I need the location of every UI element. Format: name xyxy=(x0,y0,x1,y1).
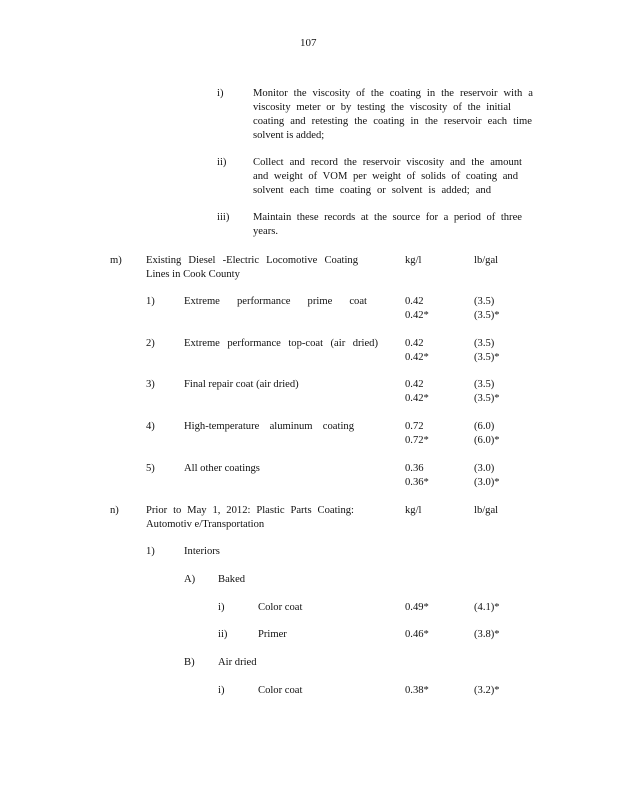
group-label: Baked xyxy=(218,574,246,585)
item-text-line: Maintain these records at the source for a period of three xyxy=(253,212,522,223)
section-marker: n) xyxy=(110,505,119,516)
item-marker: iii) xyxy=(217,212,230,223)
unit-lb-header: lb/gal xyxy=(474,255,499,266)
kg-value: 0.72* xyxy=(405,435,429,446)
kg-value: 0.42* xyxy=(405,310,429,321)
section-title-line: Automotiv e/Transportation xyxy=(146,519,265,530)
kg-value: 0.42 xyxy=(405,379,424,390)
lb-value: (3.5)* xyxy=(474,352,500,363)
kg-value: 0.42* xyxy=(405,393,429,404)
section-title-line: Prior to May 1, 2012: Plastic Parts Coating: xyxy=(146,505,354,516)
kg-value: 0.36 xyxy=(405,463,424,474)
row-marker: 1) xyxy=(146,296,155,307)
section-title-line: Lines in Cook County xyxy=(146,269,240,280)
row-marker: 5) xyxy=(146,463,155,474)
row-label: Color coat xyxy=(258,685,303,696)
subsection-marker: 1) xyxy=(146,546,155,557)
lb-value: (3.2)* xyxy=(474,685,500,696)
item-text-line: Monitor the viscosity of the coating in the reservoir with a xyxy=(253,88,533,99)
item-text-line: viscosity meter or by testing the viscosity of the initial xyxy=(253,102,511,113)
kg-value: 0.72 xyxy=(405,421,424,432)
item-text-line: solvent is added; xyxy=(253,130,325,141)
row-marker: 3) xyxy=(146,379,155,390)
unit-lb-header: lb/gal xyxy=(474,505,499,516)
lb-value: (3.8)* xyxy=(474,629,500,640)
page-number: 107 xyxy=(300,37,317,49)
row-label: Primer xyxy=(258,629,287,640)
lb-value: (3.5) xyxy=(474,379,495,390)
row-marker: 2) xyxy=(146,338,155,349)
row-label: All other coatings xyxy=(184,463,260,474)
kg-value: 0.42* xyxy=(405,352,429,363)
item-text-line: solvent each time coating or solvent is added; and xyxy=(253,185,491,196)
row-label: High-temperature aluminum coating xyxy=(184,421,354,432)
row-marker: ii) xyxy=(218,629,228,640)
item-marker: i) xyxy=(217,88,224,99)
kg-value: 0.38* xyxy=(405,685,429,696)
kg-value: 0.42 xyxy=(405,338,424,349)
group-marker: B) xyxy=(184,657,195,668)
row-label: Extreme performance prime coat xyxy=(184,296,367,307)
lb-value: (3.5) xyxy=(474,296,495,307)
lb-value: (3.5)* xyxy=(474,393,500,404)
group-marker: A) xyxy=(184,574,196,585)
kg-value: 0.36* xyxy=(405,477,429,488)
row-marker: 4) xyxy=(146,421,155,432)
kg-value: 0.46* xyxy=(405,629,429,640)
subsection-label: Interiors xyxy=(184,546,220,557)
kg-value: 0.49* xyxy=(405,602,429,613)
group-label: Air dried xyxy=(218,657,257,668)
item-text-line: years. xyxy=(253,226,278,237)
lb-value: (4.1)* xyxy=(474,602,500,613)
section-title-line: Existing Diesel -Electric Locomotive Coating xyxy=(146,255,358,266)
row-label: Extreme performance top-coat (air dried) xyxy=(184,338,378,349)
section-marker: m) xyxy=(110,255,122,266)
item-text-line: coating and retesting the coating in the reservoir each time xyxy=(253,116,532,127)
item-text-line: and weight of VOM per weight of solids of coating and xyxy=(253,171,518,182)
lb-value: (3.5) xyxy=(474,338,495,349)
row-marker: i) xyxy=(218,685,225,696)
lb-value: (6.0)* xyxy=(474,435,500,446)
row-label: Final repair coat (air dried) xyxy=(184,379,299,390)
lb-value: (6.0) xyxy=(474,421,495,432)
row-marker: i) xyxy=(218,602,225,613)
lb-value: (3.0) xyxy=(474,463,495,474)
lb-value: (3.0)* xyxy=(474,477,500,488)
lb-value: (3.5)* xyxy=(474,310,500,321)
kg-value: 0.42 xyxy=(405,296,424,307)
item-marker: ii) xyxy=(217,157,227,168)
unit-kg-header: kg/l xyxy=(405,505,422,516)
unit-kg-header: kg/l xyxy=(405,255,422,266)
item-text-line: Collect and record the reservoir viscosity and the amount xyxy=(253,157,522,168)
row-label: Color coat xyxy=(258,602,303,613)
